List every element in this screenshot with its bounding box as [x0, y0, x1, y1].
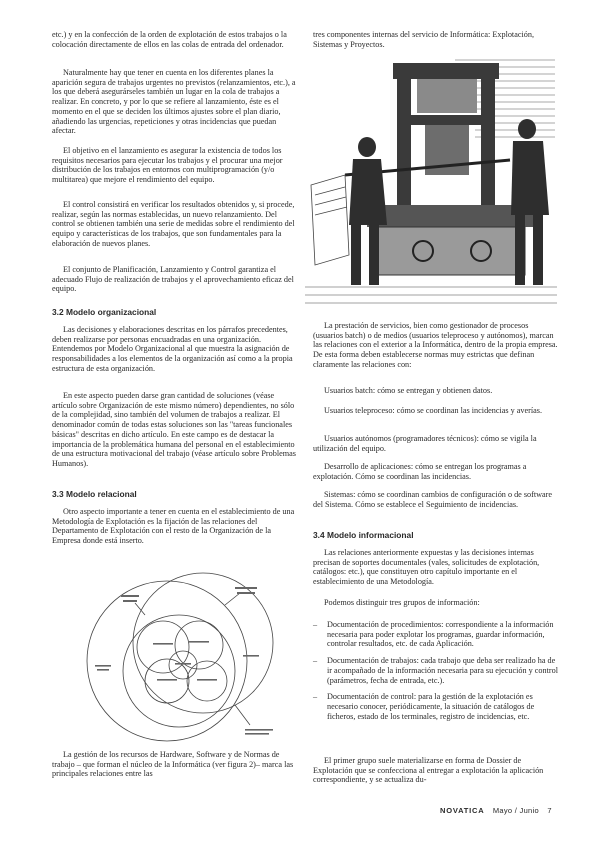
paragraph: etc.) y en la confección de la orden de explotación de estos trabajos o la colocación directamente de ellos en las colas de entrada del ordenador. — [52, 30, 287, 49]
printing-press-illustration-icon — [305, 55, 557, 310]
list-item: – Documentación de control: para la gestión de la explotación es necesario conocer, periódicamente, la situación de catálogos de ficheros, estado de los terminales, registro de incidencias, etc. — [313, 692, 535, 721]
paragraph: El conjunto de Planificación, Lanzamiento y Control garantiza el adecuado Flujo de realización de trabajos y el aprovechamiento eficaz del equipo. — [52, 265, 294, 294]
paragraph: El primer grupo suele materializarse en forma de Dossier de Explotación que se confecciona al entregar a explotación la aplicación correspondiente, y se actualiza du- — [313, 756, 544, 785]
section-heading: 3.4 Modelo informacional — [313, 530, 414, 540]
list-item: – Documentación de procedimientos: correspondiente a la información necesaria para poder explotar los programas, guardar información, controlar resultados, etc. de cada Aplicación. — [313, 620, 554, 649]
paragraph: Usuarios batch: cómo se entregan y obtienen datos. — [324, 386, 493, 395]
page-footer — [440, 806, 560, 815]
paragraph: tres componentes internas del servicio de Informática: Explotación, Sistemas y Proyectos. — [313, 30, 534, 49]
paragraph: Otro aspecto importante a tener en cuenta en el establecimiento de una Metodología de Explotación es la fijación de las relaciones del Departamento de Explotación con el resto de la Organización de la Empresa donde está inserto. — [52, 507, 295, 546]
paragraph: Naturalmente hay que tener en cuenta en los diferentes planes la aparición segura de trabajos urgentes no previstos (relanzamientos, etc.), a los que deberá asegurárseles también un lugar en la cola de trabajos a realizar. En concreto, y por lo que se refiere al lanzamiento, éste es el momento en el que se deciden los últimos ajustes sobre el plan diario, añadiendo las urgencias, repeticiones y otras incidencias que puedan afectar. — [52, 68, 296, 136]
paragraph: Podemos distinguir tres grupos de información: — [324, 598, 480, 607]
paragraph: Las relaciones anteriormente expuestas y las decisiones internas precisan de soportes documentales (vales, solicitudes de explotación, catálogos: etc.), que constituyen otro capítulo importante en el establecimiento de una Metodología. — [313, 548, 540, 587]
paragraph: Usuarios teleproceso: cómo se coordinan las incidencias y averías. — [324, 406, 543, 415]
page-number: 7 — [547, 806, 552, 815]
magazine-name: NOVATICA — [440, 806, 485, 815]
paragraph: La prestación de servicios, bien como gestionador de procesos (usuarios batch) o de medios (usuarios teleproceso y autónomos), marcan las relaciones con el exterior a la Informática, dentro de la propia empresa. De esta forma deben establecerse normas muy estrictas que definan claramente las relaciones con: — [313, 321, 558, 369]
paragraph: Usuarios autónomos (programadores técnicos): cómo se vigila la utilización del equipo. — [313, 434, 537, 453]
paragraph: Sistemas: cómo se coordinan cambios de configuración o de software del Sistema. Cómo se establece el Seguimiento de incidencias. — [313, 490, 553, 509]
venn-relations-diagram-icon — [75, 565, 295, 745]
issue-date: Mayo / Junio — [492, 806, 539, 815]
paragraph: Desarrollo de aplicaciones: cómo se entregan los programas a explotación. Cómo se coordinan las incidencias. — [313, 462, 527, 481]
list-item: – Documentación de trabajos: cada trabajo que deba ser realizado ha de ir acompañado de la información necesaria para su ejecución y control (parámetros, fecha de entrada, etc.). — [313, 656, 558, 685]
paragraph: Las decisiones y elaboraciones descritas en los párrafos precedentes, deben realizarse por personas encuadradas en una organización. Entendemos por Modelo Organizacional al que muestra la asignación de responsabilidades a los elementos de la organización así como a la propia estructura de esta organización. — [52, 325, 293, 373]
paragraph: El control consistirá en verificar los resultados obtenidos y, si procede, realizar, según las normas establecidas, un nuevo relanzamiento. Del control se obtienen también una serie de medidas sobre el rendimiento del equipo y características de los trabajos, que son fundamentales para la elaboración de nuevos planes. — [52, 200, 295, 248]
section-heading: 3.3 Modelo relacional — [52, 489, 137, 499]
information-groups-list — [313, 620, 559, 728]
paragraph: El objetivo en el lanzamiento es asegurar la existencia de todos los requisitos necesarios para ejecutar los trabajos y el procurar una mejor distribución de los trabajos en entornos con multiprogramación (y/o multitarea) que mejore el rendimiento del equipo. — [52, 146, 283, 185]
paragraph: La gestión de los recursos de Hardware, Software y de Normas de trabajo – que forman el núcleo de la Informática (ver figura 2)– marca las principales relaciones entre las — [52, 750, 294, 779]
paragraph: En este aspecto pueden darse gran cantidad de soluciones (véase artículo sobre Organización de este mismo número) dependientes, no sólo de la complejidad, sino también del volumen de trabajos a realizar. El denominador común de todas estas soluciones son las "tareas funcionales básicas" descritas en dicho artículo. En este campo es de destacar la importancia de la problemática humana del personal en el establecimiento de una estructura motivacional del trabajo (véase artículo sobre Problemas Humanos). — [52, 391, 296, 468]
section-heading: 3.2 Modelo organizacional — [52, 307, 157, 317]
